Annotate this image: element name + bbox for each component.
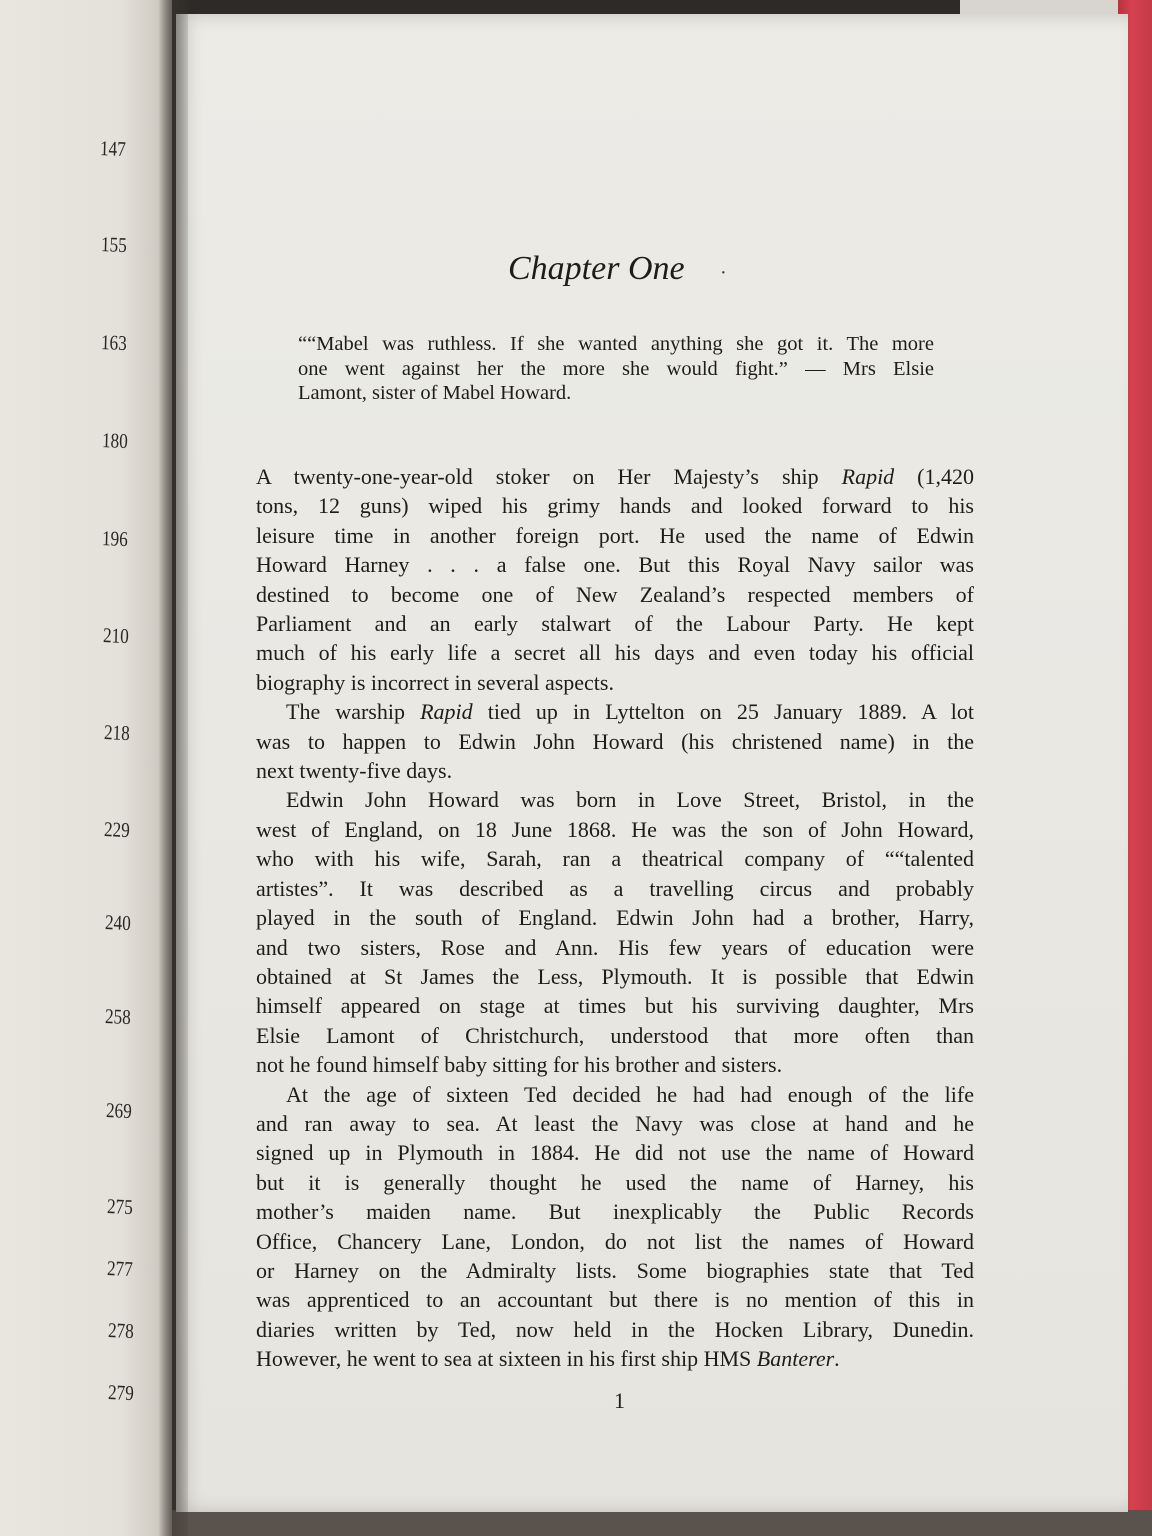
body-line: Howard Harney . . . a false one. But this Royal Navy sailor was bbox=[256, 552, 974, 578]
body-line: At the age of sixteen Ted decided he had had enough of the life bbox=[286, 1081, 974, 1107]
epigraph-line: one went against her the more she would fight.” — Mrs Elsie bbox=[298, 357, 934, 380]
body-line: played in the south of England. Edwin John had a brother, Harry, bbox=[256, 905, 974, 931]
body-line: was apprenticed to an accountant but there is no mention of this in bbox=[256, 1287, 974, 1313]
chapter-title: Chapter One bbox=[508, 250, 685, 287]
left-page-number: 155 bbox=[100, 232, 127, 258]
left-page-number: 180 bbox=[101, 428, 128, 454]
left-page-numbers bbox=[0, 0, 172, 1536]
left-page-number: 210 bbox=[102, 623, 130, 649]
body-line: but it is generally thought he used the name of Harney, his bbox=[256, 1169, 974, 1195]
epigraph-line: ““Mabel was ruthless. If she wanted anything she got it. The more bbox=[298, 333, 934, 355]
body-line: Edwin John Howard was born in Love Street, Bristol, in the bbox=[286, 787, 974, 813]
body-line: destined to become one of New Zealand’s respected members of bbox=[256, 581, 974, 607]
body-line: tons, 12 guns) wiped his grimy hands and looked forward to his bbox=[256, 493, 974, 519]
left-page-number: 147 bbox=[99, 136, 127, 162]
body-line: artistes”. It was described as a travelling circus and probably bbox=[256, 875, 974, 901]
chapter-title-mark: · bbox=[720, 262, 727, 284]
body-line: west of England, on 18 June 1868. He was the son of John Howard, bbox=[256, 816, 974, 842]
body-line: Parliament and an early stalwart of the Labour Party. He kept bbox=[256, 611, 974, 637]
body-line: leisure time in another foreign port. He used the name of Edwin bbox=[256, 522, 974, 548]
body-line: However, he went to sea at sixteen in his first ship HMS Banterer. bbox=[256, 1346, 840, 1372]
body-line: much of his early life a secret all his days and even today his official bbox=[256, 640, 974, 666]
left-page-number: 163 bbox=[100, 330, 128, 356]
book-bottom-edge bbox=[160, 1510, 1152, 1536]
left-page-number: 269 bbox=[105, 1098, 133, 1124]
body-line: and two sisters, Rose and Ann. His few years of education were bbox=[256, 934, 974, 960]
body-line: himself appeared on stage at times but his surviving daughter, Mrs bbox=[256, 993, 974, 1019]
left-page-number: 277 bbox=[106, 1256, 134, 1282]
body-line: and ran away to sea. At least the Navy was close at hand and he bbox=[256, 1110, 974, 1136]
epigraph bbox=[298, 332, 934, 406]
body-line: mother’s maiden name. But inexplicably the Public Records bbox=[256, 1199, 974, 1225]
left-page-number: 275 bbox=[106, 1194, 133, 1220]
left-page-number: 196 bbox=[102, 526, 129, 552]
body-line: Office, Chancery Lane, London, do not list the names of Howard bbox=[256, 1228, 974, 1254]
body-line: was to happen to Edwin John Howard (his christened name) in the bbox=[256, 728, 974, 754]
body-line: not he found himself baby sitting for his brother and sisters. bbox=[256, 1052, 783, 1078]
left-page-number: 258 bbox=[105, 1004, 132, 1030]
body-line: next twenty-five days. bbox=[256, 758, 453, 784]
body-line: diaries written by Ted, now held in the Hocken Library, Dunedin. bbox=[256, 1316, 974, 1342]
body-line: A twenty-one-year-old stoker on Her Majesty’s ship Rapid (1,420 bbox=[256, 464, 974, 489]
left-page-number: 278 bbox=[107, 1318, 134, 1344]
body-line: who with his wife, Sarah, ran a theatrical company of ““talented bbox=[256, 846, 974, 872]
body-line: obtained at St James the Less, Plymouth. It is possible that Edwin bbox=[256, 963, 974, 989]
page-number: 1 bbox=[614, 1388, 625, 1413]
left-page-number: 279 bbox=[108, 1380, 135, 1406]
body-line: or Harney on the Admiralty lists. Some biographies state that Ted bbox=[256, 1257, 974, 1283]
body-line: The warship Rapid tied up in Lyttelton on 25 January 1889. A lot bbox=[286, 699, 974, 725]
epigraph-line: Lamont, sister of Mabel Howard. bbox=[298, 382, 572, 404]
body-text bbox=[256, 462, 974, 1374]
left-page-number: 229 bbox=[103, 817, 131, 843]
left-page-number: 240 bbox=[104, 910, 131, 936]
book-gutter bbox=[158, 0, 188, 1536]
body-line: Elsie Lamont of Christchurch, understood that more often than bbox=[256, 1022, 974, 1048]
body-line: biography is incorrect in several aspects. bbox=[256, 669, 614, 695]
body-line: signed up in Plymouth in 1884. He did not use the name of Howard bbox=[256, 1140, 974, 1166]
left-page-number: 218 bbox=[103, 720, 130, 746]
